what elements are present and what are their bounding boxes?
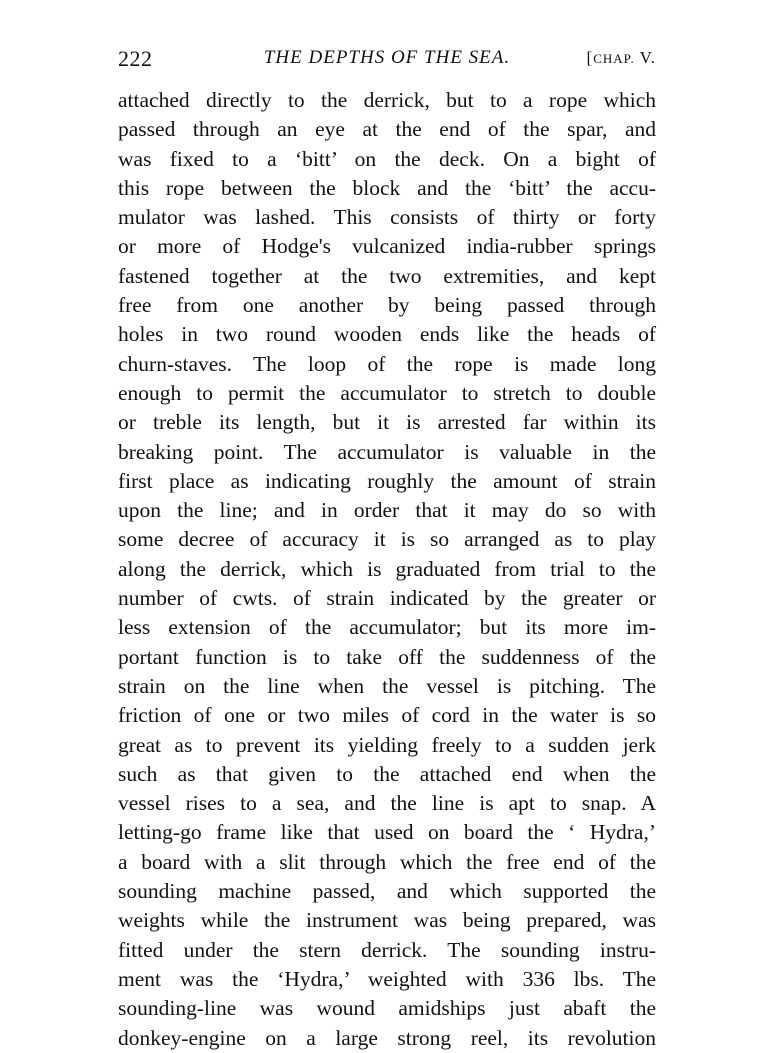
text-line: or treble its length, but it is arrested far within its [118,410,656,435]
text-line: portant function is to take off the suddenness of the [118,644,656,669]
text-line: sounding machine passed, and which supported the [118,879,656,904]
chapter-bracket: [ [586,48,594,67]
text-line: friction of one or two miles of cord in the water is so [118,703,656,728]
text-line: a board with a slit through which the free end of the [118,849,656,874]
body-text [118,86,656,1053]
text-line: great as to prevent its yielding freely to a sudden jerk [118,732,656,757]
chapter-label: CHAP. [593,51,635,66]
text-line: some decree of accuracy it is so arranged as to play [118,527,656,552]
text-line: such as that given to the attached end when the [118,761,656,786]
text-line: attached directly to the derrick, but to a rope which [118,88,656,112]
text-line: fastened together at the two extremities, and kept [118,263,656,288]
chapter-reference [587,48,656,68]
text-line: enough to permit the accumulator to stretch to double [118,380,656,405]
text-line: fitted under the stern derrick. The sounding instru- [118,937,656,962]
running-title: THE DEPTHS OF THE SEA. [263,47,511,68]
text-line: ment was the ‘Hydra,’ weighted with 336 lbs. The [118,966,656,991]
text-line: weights while the instrument was being prepared, was [118,908,656,933]
text-line: less extension of the accumulator; but its more im- [118,615,656,640]
text-line: free from one another by being passed through [118,293,656,318]
text-line: breaking point. The accumulator is valuable in the [118,439,656,464]
text-line: churn-staves. The loop of the rope is made long [118,351,656,376]
text-line: was fixed to a ‘bitt’ on the deck. On a bight of [118,146,656,171]
text-line: holes in two round wooden ends like the heads of [118,322,656,347]
text-line: letting-go frame like that used on board the ‘ Hydra,’ [118,820,656,845]
text-line: first place as indicating roughly the amount of strain [118,468,656,493]
text-line: upon the line; and in order that it may do so with [118,498,656,523]
text-line: along the derrick, which is graduated from trial to the [118,556,656,581]
text-line: sounding-line was wound amidships just abaft the [118,996,656,1021]
text-line: or more of Hodge's vulcanized india-rubber springs [118,234,656,259]
chapter-numeral: V. [634,48,656,67]
running-head [118,46,656,76]
text-line: number of cwts. of strain indicated by the greater or [118,586,656,611]
text-line: strain on the line when the vessel is pitching. The [118,673,656,698]
text-line: this rope between the block and the ‘bitt’ the accu- [118,175,656,200]
text-line: donkey-engine on a large strong reel, its revolution [118,1025,656,1050]
text-line: vessel rises to a sea, and the line is apt to snap. A [118,791,656,816]
text-line: passed through an eye at the end of the spar, and [118,117,656,142]
text-line: mulator was lashed. This consists of thirty or forty [118,205,656,230]
page-number: 222 [118,46,153,71]
